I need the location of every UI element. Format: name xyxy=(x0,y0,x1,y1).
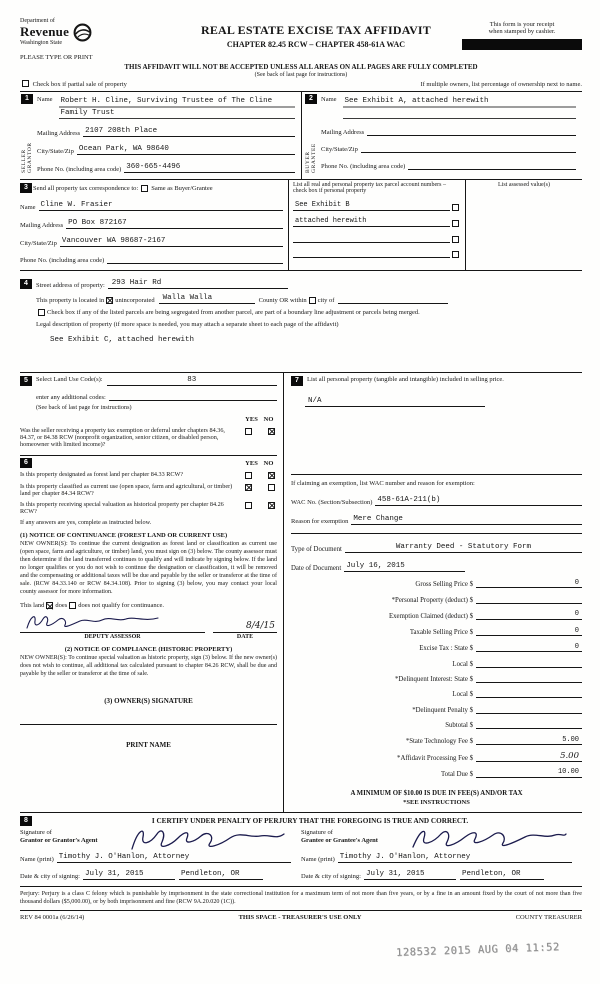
delinquent-interest-local-field xyxy=(476,690,582,699)
state-technology-fee-field: 5.00 xyxy=(476,736,582,746)
personal-property-checkbox xyxy=(452,220,459,227)
gross-selling-price-label: Gross Selling Price $ xyxy=(415,581,473,589)
q-tax-exemption xyxy=(20,427,277,448)
total-due-field: 10.00 xyxy=(476,768,582,778)
segregated-checkbox xyxy=(38,309,45,316)
unincorporated-checkbox xyxy=(106,297,113,304)
assessor-date-line xyxy=(213,613,277,633)
parcel-number-field: attached herewith xyxy=(293,217,450,227)
same-as-buyer-label: Same as Buyer/Grantee xyxy=(151,184,213,192)
deputy-assessor-label: DEPUTY ASSESSOR xyxy=(84,634,141,641)
corr-address-field: PO Box 872167 xyxy=(66,218,283,229)
no-header: NO xyxy=(263,416,274,423)
buyer-word: BUYER xyxy=(305,151,311,173)
exemption-note: If claiming an exemption, list WAC number and reason for exemption: xyxy=(291,480,475,487)
see-instructions-note: *SEE INSTRUCTIONS xyxy=(403,798,470,806)
grantee-sig-label-2: Grantee or Grantee's Agent xyxy=(301,837,378,845)
grantor-signature-image xyxy=(128,825,288,855)
form-title: REAL ESTATE EXCISE TAX AFFIDAVIT xyxy=(200,23,432,37)
excise-tax-local-row xyxy=(291,659,582,668)
corr-csz-field: Vancouver WA 98687-2167 xyxy=(60,236,283,247)
q-tax-exemption-yes-checkbox xyxy=(245,428,252,435)
section-1-badge: 1 xyxy=(21,94,33,104)
deputy-assessor-signature-line xyxy=(20,613,205,633)
land-use-label: Select Land Use Code(s): xyxy=(36,376,103,383)
buyer-name-label: Name xyxy=(321,96,337,103)
grantor-date-city-label: Date & city of signing: xyxy=(20,872,80,880)
land-use-code-field: 83 xyxy=(107,376,277,386)
buyer-csz-label: City/State/Zip xyxy=(321,146,358,153)
city-of-label: city of xyxy=(317,297,335,304)
personal-property-label: List all personal property (tangible and intangible) included in selling price. xyxy=(307,376,504,383)
sec6-yes-no-header xyxy=(20,460,277,467)
q-tax-exemption-text: Was the seller receiving a property tax exemption or deferral under chapters 84.36, 84.37, or 84.38 RCW (nonprofit organization, senior citizen, or disabled person, homeowner with limited income)? xyxy=(20,427,225,448)
cashier-receipt-stamp: 128532 2015 AUG 04 11:52 xyxy=(395,941,560,959)
additional-codes-field xyxy=(109,391,277,401)
parties-section xyxy=(20,92,582,180)
q-forest-land xyxy=(20,471,277,479)
parcel-numbers-header: List all real and personal property tax parcel account numbers – check box if personal property xyxy=(293,182,446,194)
send-correspondence-label: Send all property tax correspondence to: xyxy=(33,184,139,192)
seller-grantor-side-label xyxy=(21,106,33,173)
buyer-csz-field xyxy=(361,143,576,153)
treasurer-space-label: THIS SPACE - TREASURER'S USE ONLY xyxy=(238,913,362,921)
property-location-section xyxy=(20,271,582,373)
excise-tax-state-label: Excise Tax : State $ xyxy=(419,645,473,653)
q-forest-land-text: Is this property designated as forest land per chapter 84.33 RCW? xyxy=(20,471,184,478)
city-field xyxy=(338,295,448,304)
seller-name-field: Robert H. Cline, Surviving Trustee of The Cline Family Trust xyxy=(59,96,295,119)
certification-section xyxy=(20,813,582,887)
subtotal-row xyxy=(291,720,582,729)
segregated-label: Check box if any of the listed parcels are being segregated from another parcel, are part of a boundary line adjustment or parcels being merged. xyxy=(47,309,420,316)
chapter-line: CHAPTER 82.45 RCW – CHAPTER 458-61A WAC xyxy=(226,40,406,49)
county-treasurer-label: COUNTY TREASURER xyxy=(515,913,582,921)
personal-property-deduct-label: *Personal Property (deduct) $ xyxy=(391,596,473,604)
grantor-name-print-label: Name (print) xyxy=(20,855,54,863)
print-name-label: PRINT NAME xyxy=(126,741,171,750)
grantee-signing-city-field: Pendleton, OR xyxy=(460,869,544,880)
q-forest-no-checkbox xyxy=(268,472,275,479)
unincorporated-label: unincorporated xyxy=(115,297,155,304)
seller-csz-label: City/State/Zip xyxy=(37,148,74,155)
document-type-field: Warranty Deed - Statutory Form xyxy=(345,542,582,553)
owners-signature-label: (3) OWNER(S) SIGNATURE xyxy=(104,697,193,706)
subtotal-field xyxy=(476,720,582,729)
grantee-name-print-field: Timothy J. O'Hanlon, Attorney xyxy=(338,852,572,863)
grantee-signature-image xyxy=(409,825,569,855)
state-technology-fee-row xyxy=(291,736,582,746)
q-forest-yes-checkbox xyxy=(245,472,252,479)
corr-name-field: Cline W. Frasier xyxy=(39,200,283,211)
buyer-section xyxy=(301,92,582,179)
document-date-field: July 16, 2015 xyxy=(344,561,465,572)
grantee-date-city-label: Date & city of signing: xyxy=(301,872,361,880)
parcel-row xyxy=(293,249,461,258)
parcel-number-field: See Exhibit B xyxy=(293,201,450,211)
parcel-number-field xyxy=(293,249,450,258)
additional-codes-label: enter any additional codes: xyxy=(36,394,106,401)
warning-line: THIS AFFIDAVIT WILL NOT BE ACCEPTED UNLESS ALL AREAS ON ALL PAGES ARE FULLY COMPLETED xyxy=(124,63,478,71)
q-historic-yes-checkbox xyxy=(245,502,252,509)
city-checkbox xyxy=(309,297,316,304)
parcel-row xyxy=(293,234,461,243)
personal-property-deduct-field xyxy=(476,595,582,604)
buyer-phone-label: Phone No. (including area code) xyxy=(321,163,406,170)
state-technology-fee-label: *State Technology Fee $ xyxy=(405,738,473,746)
delinquent-penalty-label: *Delinquent Penalty $ xyxy=(412,706,473,714)
q-historic-no-checkbox xyxy=(268,502,275,509)
grantor-sig-label-1: Signature of xyxy=(20,828,52,836)
taxable-selling-price-row xyxy=(291,627,582,637)
corr-name-label: Name xyxy=(20,204,36,211)
legal-description-label: Legal description of property (if more space is needed, you may attach a separate sheet to each page of the affidavit) xyxy=(36,321,339,328)
excise-tax-local-field xyxy=(476,659,582,668)
gross-selling-price-row xyxy=(291,579,582,589)
buyer-name-field: See Exhibit A, attached herewith xyxy=(343,96,576,119)
grantee-sig-label-1: Signature of xyxy=(301,828,333,836)
if-yes-note: If any answers are yes, complete as instructed below. xyxy=(20,519,152,526)
personal-property-checkbox xyxy=(452,236,459,243)
corr-address-label: Mailing Address xyxy=(20,222,64,229)
grantor-signing-date-field: July 31, 2015 xyxy=(83,869,175,880)
parcel-row xyxy=(293,201,461,211)
does-not-checkbox xyxy=(69,602,76,609)
dept-line3: Washington State xyxy=(20,40,63,46)
section-6-badge: 6 xyxy=(20,458,32,468)
q-current-use-no-checkbox xyxy=(268,484,275,491)
date-label: DATE xyxy=(236,634,254,641)
grantee-signing-date-field: July 31, 2015 xyxy=(364,869,456,880)
continuance-line xyxy=(20,602,277,609)
street-address-label: Street address of property: xyxy=(36,282,105,289)
street-address-field: 293 Hair Rd xyxy=(108,279,288,289)
section-4-badge: 4 xyxy=(20,279,32,289)
excise-tax-state-row xyxy=(291,643,582,653)
gross-selling-price-field: 0 xyxy=(476,579,582,589)
this-land-label: This land xyxy=(20,602,45,610)
seller-phone-field: 360-665-4496 xyxy=(124,162,295,173)
grantee-name-print-label: Name (print) xyxy=(301,855,335,863)
sec5-see-back-note: (See back of last page for instructions) xyxy=(36,404,132,411)
delinquent-interest-state-field xyxy=(476,675,582,684)
section-2-badge: 2 xyxy=(305,94,317,104)
sec5-yes-no-header xyxy=(20,416,277,423)
buyer-phone-field xyxy=(408,160,576,170)
parcel-row xyxy=(293,217,461,227)
receipt-note-line2: when stamped by cashier. xyxy=(488,28,556,35)
grantee-signature-block xyxy=(301,829,582,880)
buyer-address-field xyxy=(367,126,576,136)
form-header xyxy=(20,18,582,61)
total-due-row xyxy=(291,768,582,778)
q-historic-text: Is this property receiving special valuation as historical property per chapter 84.26 RCW? xyxy=(20,501,224,515)
corr-phone-label: Phone No. (including area code) xyxy=(20,257,105,264)
grantor-word: GRANTOR xyxy=(27,142,33,173)
taxable-selling-price-field: 0 xyxy=(476,627,582,637)
document-type-label: Type of Document xyxy=(291,546,342,553)
dor-logo-icon xyxy=(73,23,92,42)
cashier-stamp-bar xyxy=(462,39,582,50)
partial-sale-row xyxy=(20,80,582,92)
q-current-use-yes-checkbox xyxy=(245,484,252,491)
minimum-fee-note: A MINIMUM OF $10.00 IS DUE IN FEE(S) AND/OR TAX xyxy=(350,789,523,797)
partial-sale-checkbox xyxy=(22,80,29,87)
section-7-badge: 7 xyxy=(291,376,303,386)
delinquent-interest-state-label: *Delinquent Interest: State $ xyxy=(395,676,473,684)
grantor-signing-city-field: Pendleton, OR xyxy=(179,869,263,880)
affidavit-processing-fee-label: *Affidavit Processing Fee $ xyxy=(397,754,473,762)
no-header: NO xyxy=(263,460,274,467)
exemption-claimed-field: 0 xyxy=(476,610,582,620)
yes-header: YES xyxy=(245,416,258,423)
parcel-number-field xyxy=(293,234,450,243)
excise-tax-state-field: 0 xyxy=(476,643,582,653)
wac-number-field: 458-61A-211(b) xyxy=(375,495,582,506)
designation-section xyxy=(20,455,277,771)
seller-name-label: Name xyxy=(37,96,53,103)
personal-property-deduct-row xyxy=(291,595,582,604)
q-historic xyxy=(20,501,277,515)
seller-section xyxy=(20,92,301,179)
personal-property-field: N/A xyxy=(305,396,485,407)
does-not-label: does not qualify for continuance. xyxy=(78,602,165,610)
q-current-use xyxy=(20,483,277,497)
seller-address-label: Mailing Address xyxy=(37,130,81,137)
tax-correspondence-section xyxy=(20,180,582,271)
seller-phone-label: Phone No. (including area code) xyxy=(37,166,122,173)
seller-csz-field: Ocean Park, WA 98640 xyxy=(77,144,295,155)
county-field: Walla Walla xyxy=(159,294,255,304)
certify-statement: I CERTIFY UNDER PENALTY OF PERJURY THAT THE FOREGOING IS TRUE AND CORRECT. xyxy=(151,816,469,825)
agency-name: Revenue xyxy=(20,24,70,39)
seller-word: SELLER xyxy=(21,149,27,173)
agency-block xyxy=(20,18,69,46)
assessed-values-header: List assessed value(s) xyxy=(498,182,550,188)
does-label: does xyxy=(55,602,68,610)
seller-address-field: 2107 208th Place xyxy=(83,126,295,137)
buyer-address-label: Mailing Address xyxy=(321,129,365,136)
affidavit-processing-fee-row xyxy=(291,752,582,762)
receipt-note xyxy=(462,21,582,35)
exemption-reason-label: Reason for exemption xyxy=(291,518,349,525)
dept-line1: Department of xyxy=(20,18,55,24)
personal-property-checkbox xyxy=(452,204,459,211)
q-tax-exemption-no-checkbox xyxy=(268,428,275,435)
delinquent-interest-local-row xyxy=(291,690,582,699)
wac-number-label: WAC No. (Section/Subsection) xyxy=(291,499,373,506)
perjury-notice: Perjury: Perjury is a class C felony which is punishable by imprisonment in the state correctional institution for a maximum term of not more than five years, or by a fine in an amount fixed by the court of not more than five thousand dollars ($5,000.00), or by both imprisonment and fine (RCW 9A.20.020 (1C)). xyxy=(20,890,582,905)
total-due-label: Total Due $ xyxy=(441,770,473,778)
document-date-label: Date of Document xyxy=(291,565,342,572)
subtotal-label: Subtotal $ xyxy=(445,721,473,729)
exemption-claimed-label: Exemption Claimed (deduct) $ xyxy=(389,612,473,620)
delinquent-interest-state-row xyxy=(291,675,582,684)
buyer-grantee-side-label xyxy=(305,106,317,173)
notice-compliance-title: (2) NOTICE OF COMPLIANCE (HISTORIC PROPERTY) xyxy=(64,646,233,654)
exemption-reason-field: Mere Change xyxy=(351,514,582,525)
grantor-name-print-field: Timothy J. O'Hanlon, Attorney xyxy=(57,852,291,863)
deputy-assessor-signature-image xyxy=(24,612,164,634)
county-or-within-label: County OR within xyxy=(258,297,307,304)
grantor-sig-label-2: Grantor or Grantor's Agent xyxy=(20,837,98,845)
q-current-use-text: Is this property classified as current use (open space, farm and agricultural, or timber) land per chapter 84.34 RCW? xyxy=(20,483,233,497)
partial-sale-group xyxy=(20,80,127,88)
exemption-divider xyxy=(291,474,582,475)
please-type-note: PLEASE TYPE OR PRINT xyxy=(20,54,93,61)
personal-property-section xyxy=(284,373,582,812)
corr-csz-label: City/State/Zip xyxy=(20,240,57,247)
receipt-note-line1: This form is your receipt xyxy=(489,21,555,28)
taxable-selling-price-label: Taxable Selling Price $ xyxy=(409,629,473,637)
fee-table xyxy=(291,579,582,778)
does-checkbox xyxy=(46,602,53,609)
delinquent-penalty-row xyxy=(291,705,582,714)
delinquent-penalty-field xyxy=(476,705,582,714)
excise-tax-local-label: Local $ xyxy=(452,660,473,668)
footer-row xyxy=(20,910,582,923)
form-revision-number: REV 84 0001a (6/26/14) xyxy=(20,913,85,921)
grantee-word: GRANTEE xyxy=(311,143,317,173)
notice-compliance-body: NEW OWNER(S): To continue special valuation as historic property, sign (3) below. If the new owner(s) does not wish to continue, all additional tax calculated pursuant to chapter 84.26 RCW, shall be due and payable by the seller or transferor at the time of sale. xyxy=(20,655,277,678)
same-as-buyer-checkbox xyxy=(141,185,148,192)
multiple-owners-note: If multiple owners, list percentage of ownership next to name. xyxy=(420,80,582,88)
legal-description-value: See Exhibit C, attached herewith xyxy=(50,336,195,344)
section-3-badge: 3 xyxy=(20,183,32,193)
grantor-signature-block xyxy=(20,829,301,880)
middle-columns xyxy=(20,373,582,813)
exemption-claimed-row xyxy=(291,610,582,620)
personal-property-checkbox xyxy=(452,251,459,258)
delinquent-interest-local-label: Local $ xyxy=(452,691,473,699)
notice-continuance-body: NEW OWNER(S): To continue the current designation as forest land or classification as current use (open space, farm and agriculture, or timber) land, you must sign on (3) below. The county assessor must then determine if the land transferred continues to qualify and will indicate by signing below. If the land no longer qualifies or you do not wish to continue the designation or classification, it will be removed and the compensating or additional taxes will be due and payable by the seller or transferor at the time of sale. (RCW 84.33.140 or RCW 84.34.108). Prior to signing (3) below, you may contact your local county assessor for more information. xyxy=(20,541,277,595)
owners-signature-line xyxy=(20,705,277,725)
corr-phone-field xyxy=(107,254,283,264)
see-back-note: (See back of last page for instructions) xyxy=(254,72,348,78)
assessor-date-value: 8/4/15 xyxy=(246,621,275,632)
yes-header: YES xyxy=(245,460,258,467)
notice-continuance-title: (1) NOTICE OF CONTINUANCE (FOREST LAND OR CURRENT USE) xyxy=(20,532,228,539)
section-8-badge: 8 xyxy=(20,816,32,826)
land-use-section xyxy=(20,376,277,448)
affidavit-processing-fee-field: 5.00 xyxy=(476,752,582,762)
partial-sale-label: Check box if partial sale of property xyxy=(32,81,127,88)
section-5-badge: 5 xyxy=(20,376,32,386)
located-in-label: This property is located in xyxy=(36,297,105,304)
document-divider xyxy=(291,533,582,534)
